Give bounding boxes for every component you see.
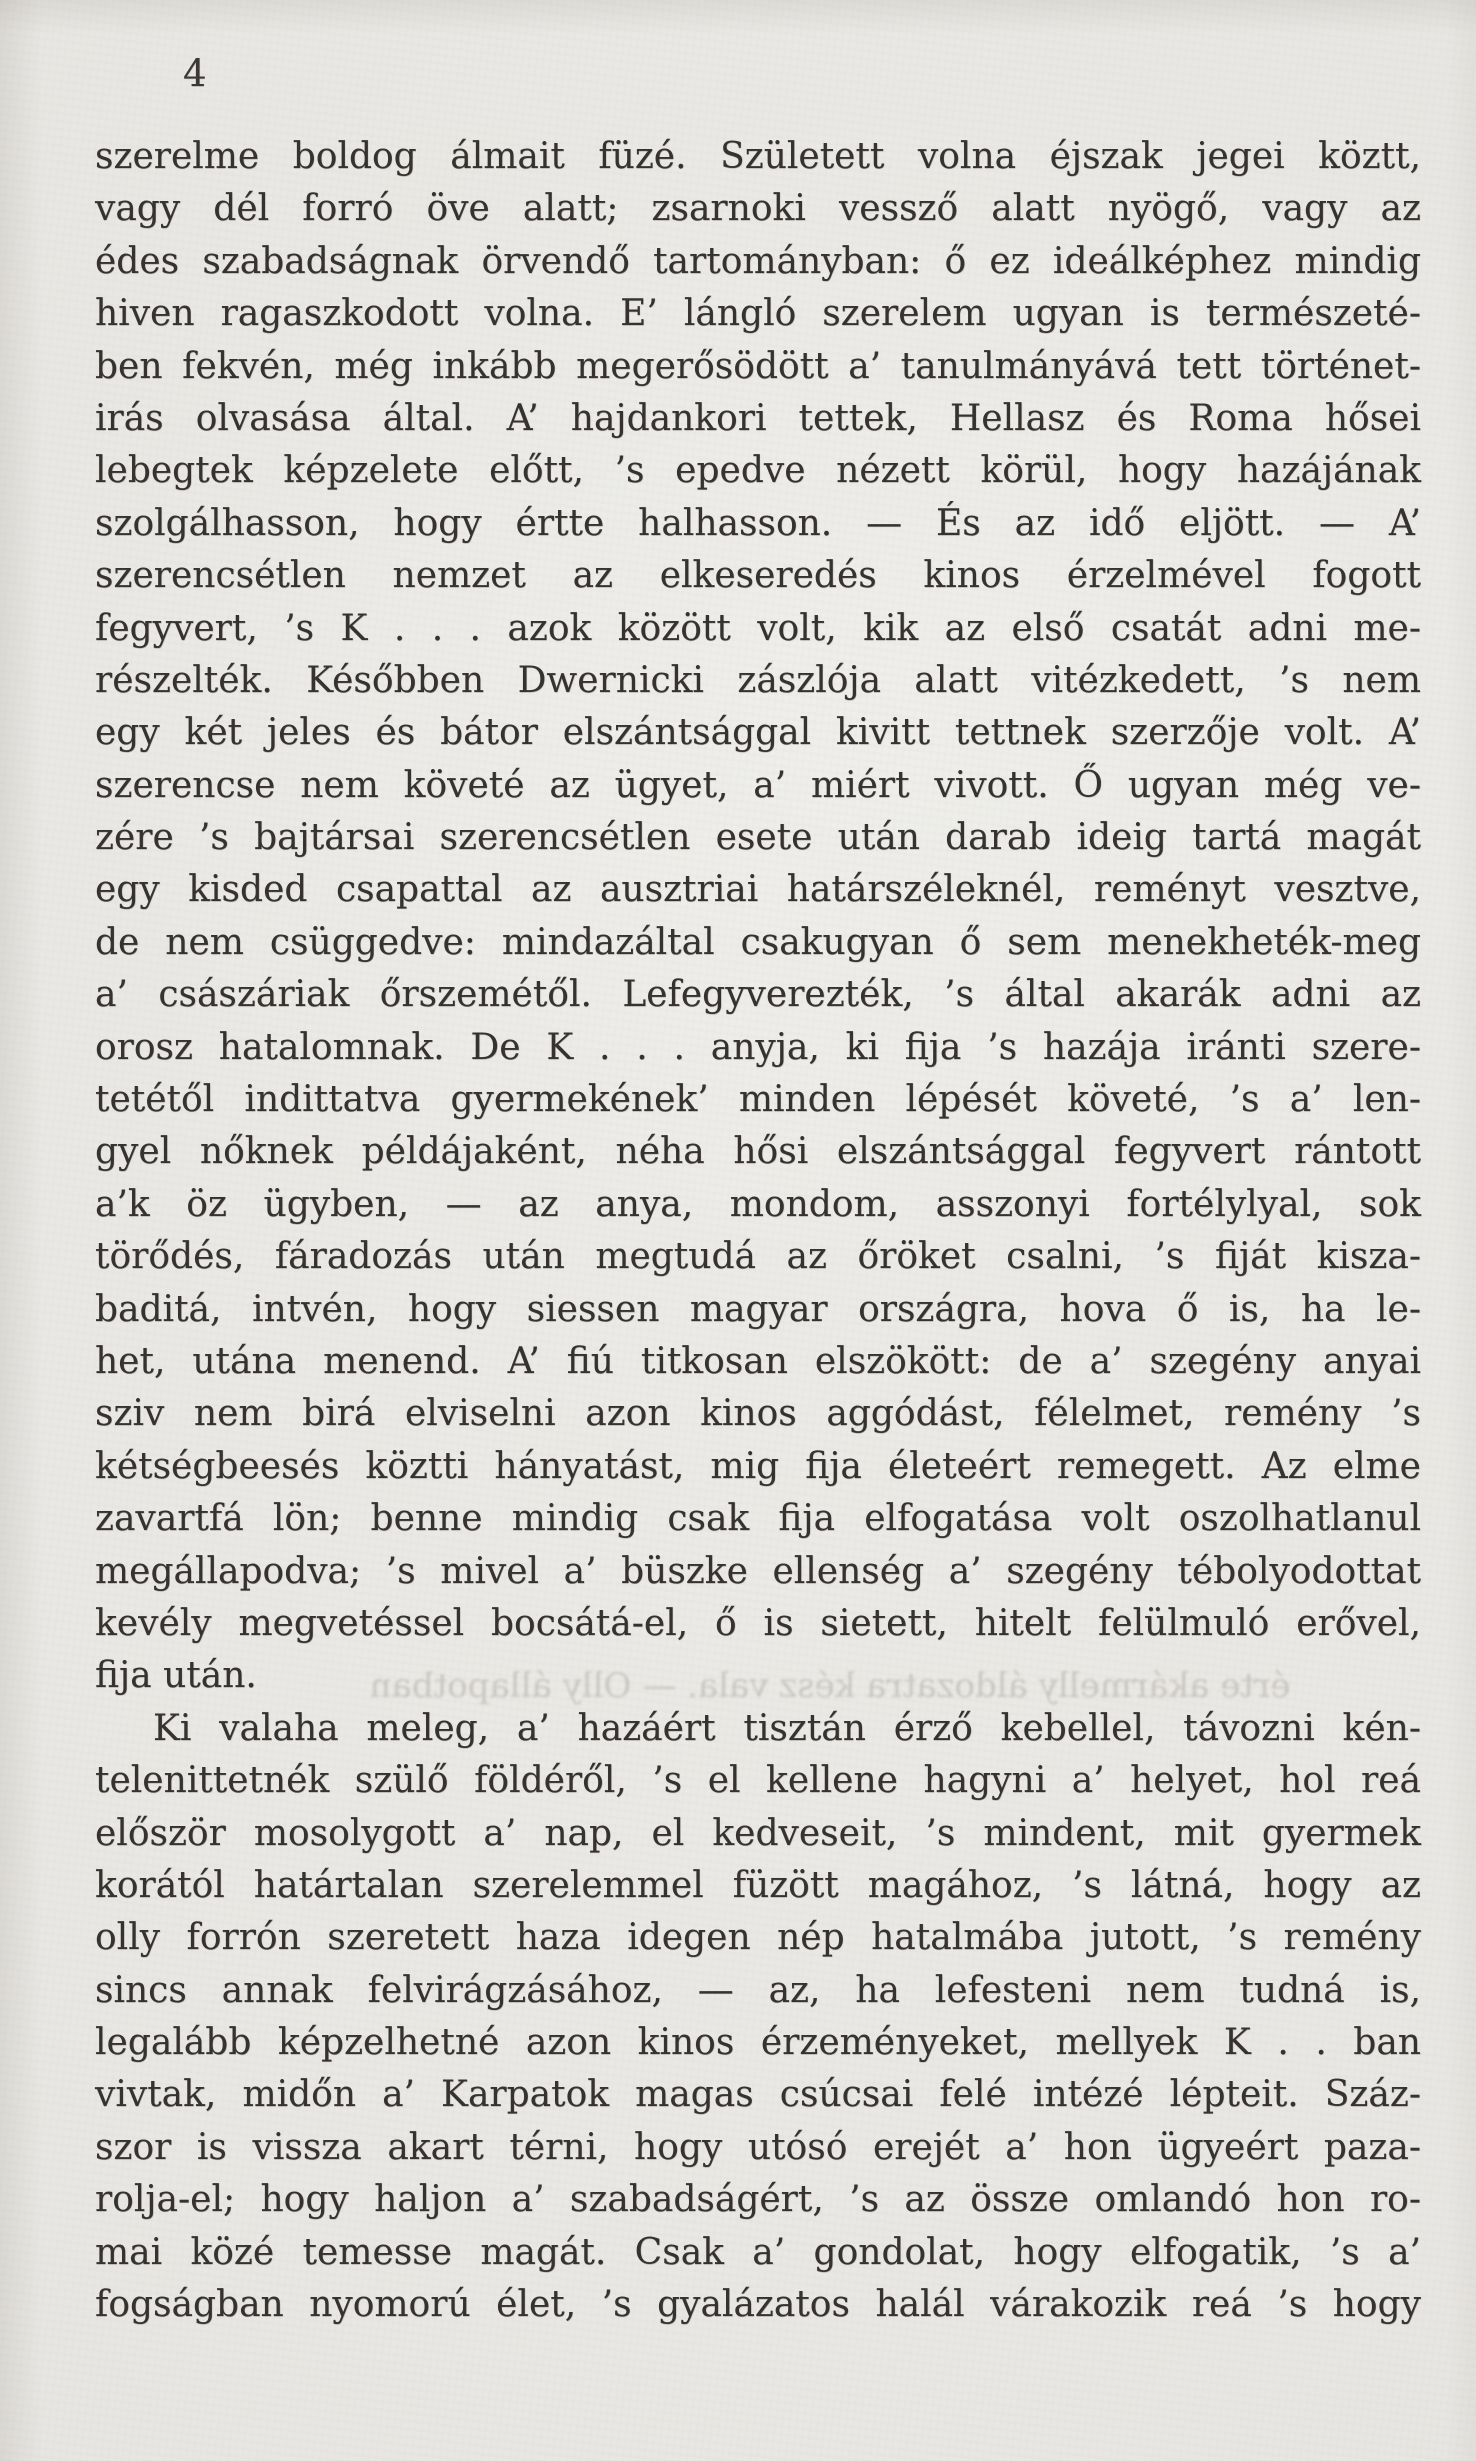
text-line: törődés, fáradozás után megtudá az őröket csalni, ’s fiját kisza- xyxy=(95,1236,1421,1278)
text-line: sincs annak felvirágzásához, — az, ha lefesteni nem tudná is, xyxy=(95,1969,1421,2011)
text-line: szor is vissza akart térni, hogy utósó erejét a’ hon ügyeért paza- xyxy=(95,2126,1421,2168)
text-line: szerencse nem követé az ügyet, a’ miért vivott. Ő ugyan még ve- xyxy=(95,764,1421,806)
text-line: édes szabadságnak örvendő tartományban: ő ez ideálképhez mindig xyxy=(95,240,1421,282)
text-line: de nem csüggedve: mindazáltal csakugyan ő sem menekheték-meg xyxy=(95,921,1421,963)
text-line: lebegtek képzelete előtt, ’s epedve nézett körül, hogy hazájának xyxy=(95,450,1421,492)
text-line: hiven ragaszkodott volna. E’ lángló szerelem ugyan is természeté- xyxy=(95,293,1421,335)
text-line: korától határtalan szerelemmel füzött magához, ’s látná, hogy az xyxy=(95,1864,1421,1906)
text-line: szerencsétlen nemzet az elkeseredés kinos érzelmével fogott xyxy=(95,555,1421,597)
text-line: gyel nőknek példájaként, néha hősi elszántsággal fegyvert rántott xyxy=(95,1131,1421,1173)
text-line: orosz hatalomnak. De K . . . anyja, ki fija ’s hazája iránti szere- xyxy=(95,1026,1421,1068)
text-line: legalább képzelhetné azon kinos érzeményeket, mellyek K . . ban xyxy=(95,2022,1421,2064)
text-line: kevély megvetéssel bocsátá-el, ő is sietett, hitelt felülmuló erővel, xyxy=(95,1602,1421,1644)
bleedthrough-text: érte akármelly áldozatra kész vala. — Olly állapotban xyxy=(369,1666,1291,1706)
text-line: rolja-el; hogy haljon a’ szabadságért, ’s az össze omlandó hon ro- xyxy=(95,2179,1421,2221)
text-line: Ki valaha meleg, a’ hazáért tisztán érző kebellel, távozni kén- xyxy=(153,1707,1421,1749)
text-line: megállapodva; ’s mivel a’ büszke ellenség a’ szegény tébolyodottat xyxy=(95,1550,1421,1592)
text-line: olly forrón szeretett haza idegen nép hatalmába jutott, ’s remény xyxy=(95,1917,1421,1959)
text-line: ben fekvén, még inkább megerősödött a’ tanulmányává tett történet- xyxy=(95,345,1421,387)
text-line: sziv nem birá elviselni azon kinos aggódást, félelmet, remény ’s xyxy=(95,1393,1421,1435)
text-line: telenittetnék szülő földéről, ’s el kellene hagyni a’ helyet, hol reá xyxy=(95,1760,1421,1802)
page-number: 4 xyxy=(183,52,207,95)
text-line: zavartfá lön; benne mindig csak fija elfogatása volt oszolhatlanul xyxy=(95,1498,1421,1540)
text-line: egy két jeles és bátor elszántsággal kivitt tettnek szerzője volt. A’ xyxy=(95,712,1421,754)
text-line: kétségbeesés köztti hányatást, mig fija életeért remegett. Az elme xyxy=(95,1445,1421,1487)
text-line: irás olvasása által. A’ hajdankori tettek, Hellasz és Roma hősei xyxy=(95,397,1421,439)
text-line: szolgálhasson, hogy értte halhasson. — És az idő eljött. — A’ xyxy=(95,502,1421,544)
text-line: vivtak, midőn a’ Karpatok magas csúcsai felé intézé lépteit. Száz- xyxy=(95,2074,1421,2116)
text-line: vagy dél forró öve alatt; zsarnoki vessző alatt nyögő, vagy az xyxy=(95,188,1421,230)
text-line: het, utána menend. A’ fiú titkosan elszökött: de a’ szegény anyai xyxy=(95,1340,1421,1382)
text-line: szerelme boldog álmait füzé. Született volna éjszak jegei köztt, xyxy=(95,136,1421,177)
text-line: fogságban nyomorú élet, ’s gyalázatos halál várakozik reá ’s hogy xyxy=(95,2284,1421,2326)
text-line: tetétől indittatva gyermekének’ minden lépését követé, ’s a’ len- xyxy=(95,1079,1421,1121)
body-text xyxy=(95,131,1421,2331)
text-line: részelték. Későbben Dwernicki zászlója alatt vitézkedett, ’s nem xyxy=(95,659,1421,701)
text-line: baditá, intvén, hogy siessen magyar országra, hova ő is, ha le- xyxy=(95,1288,1421,1330)
text-line: egy kisded csapattal az ausztriai határszéleknél, reményt vesztve, xyxy=(95,869,1421,911)
text-line: a’ császáriak őrszemétől. Lefegyverezték, ’s által akarák adni az xyxy=(95,974,1421,1016)
text-line: mai közé temesse magát. Csak a’ gondolat, hogy elfogatik, ’s a’ xyxy=(95,2231,1421,2273)
text-line: először mosolygott a’ nap, el kedveseit, ’s mindent, mit gyermek xyxy=(95,1812,1421,1854)
text-line: a’k öz ügyben, — az anya, mondom, asszonyi fortélylyal, sok xyxy=(95,1183,1421,1225)
text-line: zére ’s bajtársai szerencsétlen esete után darab ideig tartá magát xyxy=(95,817,1421,859)
text-line: fegyvert, ’s K . . . azok között volt, kik az első csatát adni me- xyxy=(95,607,1421,649)
text-line: fija után. xyxy=(95,1655,257,1697)
